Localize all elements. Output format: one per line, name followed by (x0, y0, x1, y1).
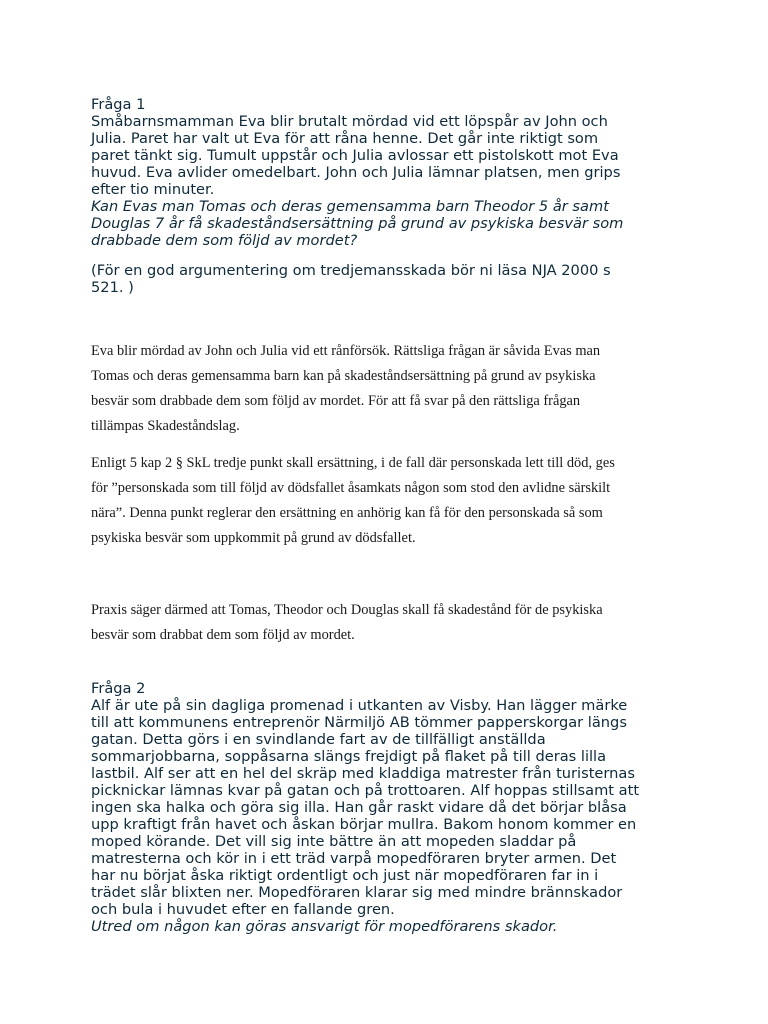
question-2-scenario-line: picknickar lämnas kvar på gatan och på trottoaren. Alf hoppas stillsamt att (91, 782, 640, 799)
answer-line: Tomas och deras gemensamma barn kan på skadeståndsersättning på grund av psykiska (91, 368, 596, 384)
question-1-prompt-line: Douglas 7 år få skadeståndsersättning på grund av psykiska besvär som (91, 215, 624, 232)
question-2-scenario-line: till att kommunens entreprenör Närmiljö AB tömmer papperskorgar längs (91, 714, 627, 731)
question-2-scenario-line: matresterna och kör in i ett träd varpå mopedföraren bryter armen. Det (91, 850, 617, 867)
question-1-section (91, 96, 691, 249)
question-1-scenario-line: efter tio minuter. (91, 181, 215, 198)
question-1-prompt-line: drabbade dem som följd av mordet? (91, 232, 358, 249)
question-2-scenario-line: upp kraftigt från havet och åskan börjar mullra. Bakom honom kommer en (91, 816, 637, 833)
answer-line: Eva blir mördad av John och Julia vid ett rånförsök. Rättsliga frågan är såvida Evas man (91, 343, 601, 359)
answer-paragraph-2 (91, 451, 691, 551)
question-2-heading: Fråga 2 (91, 680, 146, 697)
question-2-scenario-line: gatan. Detta görs i en svindlande fart av de tillfälligt anställda (91, 731, 546, 748)
question-2-scenario-line: moped körande. Det vill sig inte bättre än att mopeden sladdar på (91, 833, 577, 850)
answer-line: tillämpas Skadeståndslag. (91, 418, 240, 434)
question-1-scenario-line: huvud. Eva avlider omedelbart. John och Julia lämnar platsen, men grips (91, 164, 621, 181)
question-1-heading: Fråga 1 (91, 96, 146, 113)
question-1-scenario-line: paret tänkt sig. Tumult uppstår och Julia avlossar ett pistolskott mot Eva (91, 147, 619, 164)
question-2-scenario-line: trädet slår blixten ner. Mopedföraren klarar sig med mindre brännskador (91, 884, 623, 901)
question-2-scenario-line: Alf är ute på sin dagliga promenad i utkanten av Visby. Han lägger märke (91, 697, 628, 714)
answer-line: för ”personskada som till följd av dödsfallet åsamkats någon som stod den avlidne särskilt (91, 480, 611, 496)
answer-paragraph-3 (91, 598, 691, 648)
answer-line: Enligt 5 kap 2 § SkL tredje punkt skall ersättning, i de fall där personskada lett till död, ges (91, 455, 615, 471)
question-1-note (91, 262, 691, 296)
question-2-section (91, 680, 691, 935)
question-1-scenario-line: Julia. Paret har valt ut Eva för att råna henne. Det går inte riktigt som (91, 130, 599, 147)
answer-line: nära”. Denna punkt reglerar den ersättning en anhörig kan få för den personskada så som (91, 505, 603, 521)
question-2-scenario-line: lastbil. Alf ser att en hel del skräp med kladdiga matrester från turisternas (91, 765, 635, 782)
question-2-prompt: Utred om någon kan göras ansvarigt för mopedförarens skador. (91, 918, 558, 935)
question-1-prompt-line: Kan Evas man Tomas och deras gemensamma barn Theodor 5 år samt (91, 198, 609, 215)
question-2-scenario-line: har nu börjat åska riktigt ordentligt och just när mopedföraren far in i (91, 867, 599, 884)
question-2-scenario-line: och bula i huvudet efter en fallande gren. (91, 901, 395, 918)
question-2-scenario-line: sommarjobbarna, soppåsarna slängs frejdigt på flaket på till deras lilla (91, 748, 607, 765)
answer-paragraph-1 (91, 339, 691, 439)
answer-line: besvär som drabbat dem som följd av mordet. (91, 627, 355, 643)
question-1-note-line: (För en god argumentering om tredjemansskada bör ni läsa NJA 2000 s (91, 262, 611, 279)
answer-line: psykiska besvär som uppkommit på grund av dödsfallet. (91, 530, 416, 546)
answer-line: besvär som drabbade dem som följd av mordet. För att få svar på den rättsliga frågan (91, 393, 581, 409)
answer-line: Praxis säger därmed att Tomas, Theodor och Douglas skall få skadestånd för de psykiska (91, 602, 603, 618)
question-1-scenario-line: Småbarnsmamman Eva blir brutalt mördad vid ett löpspår av John och (91, 113, 608, 130)
question-1-note-line: 521. ) (91, 279, 134, 296)
question-2-scenario-line: ingen ska halka och göra sig illa. Han går raskt vidare då det börjar blåsa (91, 799, 627, 816)
